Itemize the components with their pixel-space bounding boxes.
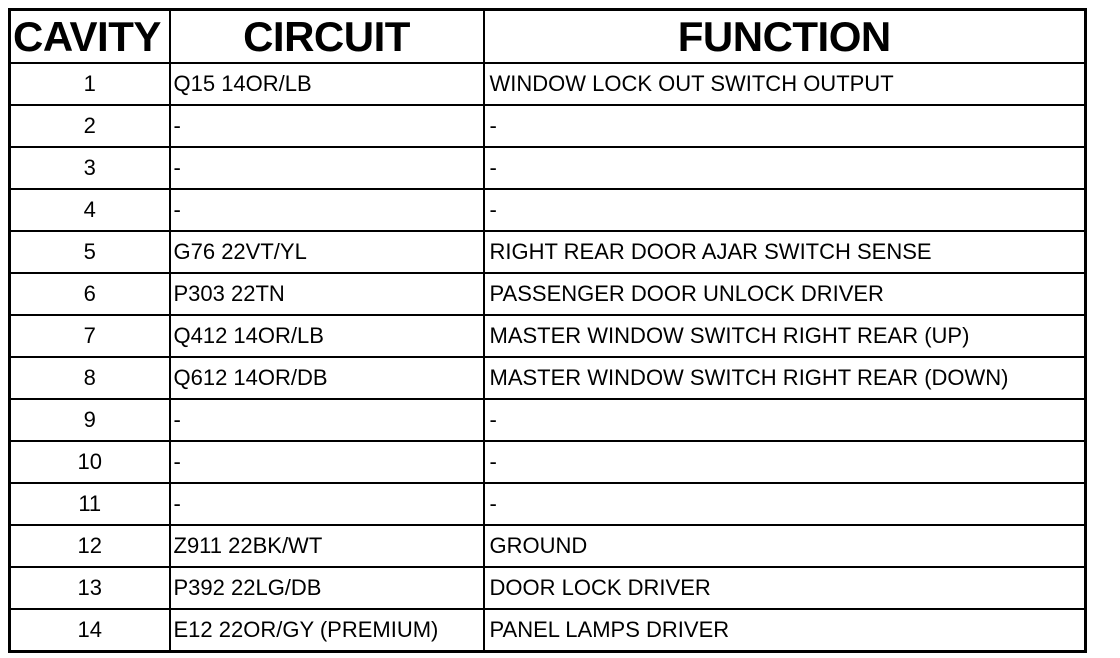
function-cell: GROUND — [484, 525, 1086, 567]
table-row — [10, 105, 1086, 147]
circuit-cell: - — [170, 147, 484, 189]
function-cell: DOOR LOCK DRIVER — [484, 567, 1086, 609]
table-row — [10, 63, 1086, 105]
cavity-cell: 2 — [10, 105, 170, 147]
circuit-cell: Q412 14OR/LB — [170, 315, 484, 357]
circuit-cell: - — [170, 105, 484, 147]
cavity-cell: 6 — [10, 273, 170, 315]
table-row — [10, 273, 1086, 315]
table-row — [10, 567, 1086, 609]
circuit-cell: - — [170, 441, 484, 483]
function-cell: PANEL LAMPS DRIVER — [484, 609, 1086, 652]
cavity-cell: 3 — [10, 147, 170, 189]
table-row — [10, 147, 1086, 189]
connector-pinout-sheet — [8, 8, 1084, 650]
circuit-cell: - — [170, 189, 484, 231]
table-row — [10, 609, 1086, 652]
table-row — [10, 483, 1086, 525]
circuit-cell: Q15 14OR/LB — [170, 63, 484, 105]
table-row — [10, 441, 1086, 483]
circuit-cell: P392 22LG/DB — [170, 567, 484, 609]
header-circuit: CIRCUIT — [170, 10, 484, 64]
cavity-cell: 9 — [10, 399, 170, 441]
circuit-cell: Z911 22BK/WT — [170, 525, 484, 567]
table-row — [10, 231, 1086, 273]
table-row — [10, 399, 1086, 441]
function-cell: WINDOW LOCK OUT SWITCH OUTPUT — [484, 63, 1086, 105]
circuit-cell: P303 22TN — [170, 273, 484, 315]
header-function: FUNCTION — [484, 10, 1086, 64]
circuit-cell: E12 22OR/GY (PREMIUM) — [170, 609, 484, 652]
cavity-cell: 4 — [10, 189, 170, 231]
cavity-cell: 10 — [10, 441, 170, 483]
circuit-cell: Q612 14OR/DB — [170, 357, 484, 399]
table-row — [10, 357, 1086, 399]
function-cell: - — [484, 147, 1086, 189]
function-cell: - — [484, 189, 1086, 231]
function-cell: MASTER WINDOW SWITCH RIGHT REAR (UP) — [484, 315, 1086, 357]
cavity-cell: 13 — [10, 567, 170, 609]
circuit-cell: - — [170, 399, 484, 441]
function-cell: PASSENGER DOOR UNLOCK DRIVER — [484, 273, 1086, 315]
header-row — [10, 10, 1086, 64]
header-cavity: CAVITY — [10, 10, 170, 64]
cavity-cell: 14 — [10, 609, 170, 652]
table-row — [10, 525, 1086, 567]
function-cell: - — [484, 441, 1086, 483]
cavity-cell: 1 — [10, 63, 170, 105]
cavity-cell: 5 — [10, 231, 170, 273]
cavity-cell: 12 — [10, 525, 170, 567]
circuit-cell: - — [170, 483, 484, 525]
circuit-cell: G76 22VT/YL — [170, 231, 484, 273]
cavity-circuit-table — [8, 8, 1087, 653]
function-cell: - — [484, 105, 1086, 147]
function-cell: - — [484, 399, 1086, 441]
table-row — [10, 315, 1086, 357]
function-cell: RIGHT REAR DOOR AJAR SWITCH SENSE — [484, 231, 1086, 273]
cavity-cell: 11 — [10, 483, 170, 525]
function-cell: MASTER WINDOW SWITCH RIGHT REAR (DOWN) — [484, 357, 1086, 399]
table-row — [10, 189, 1086, 231]
cavity-cell: 7 — [10, 315, 170, 357]
cavity-cell: 8 — [10, 357, 170, 399]
function-cell: - — [484, 483, 1086, 525]
